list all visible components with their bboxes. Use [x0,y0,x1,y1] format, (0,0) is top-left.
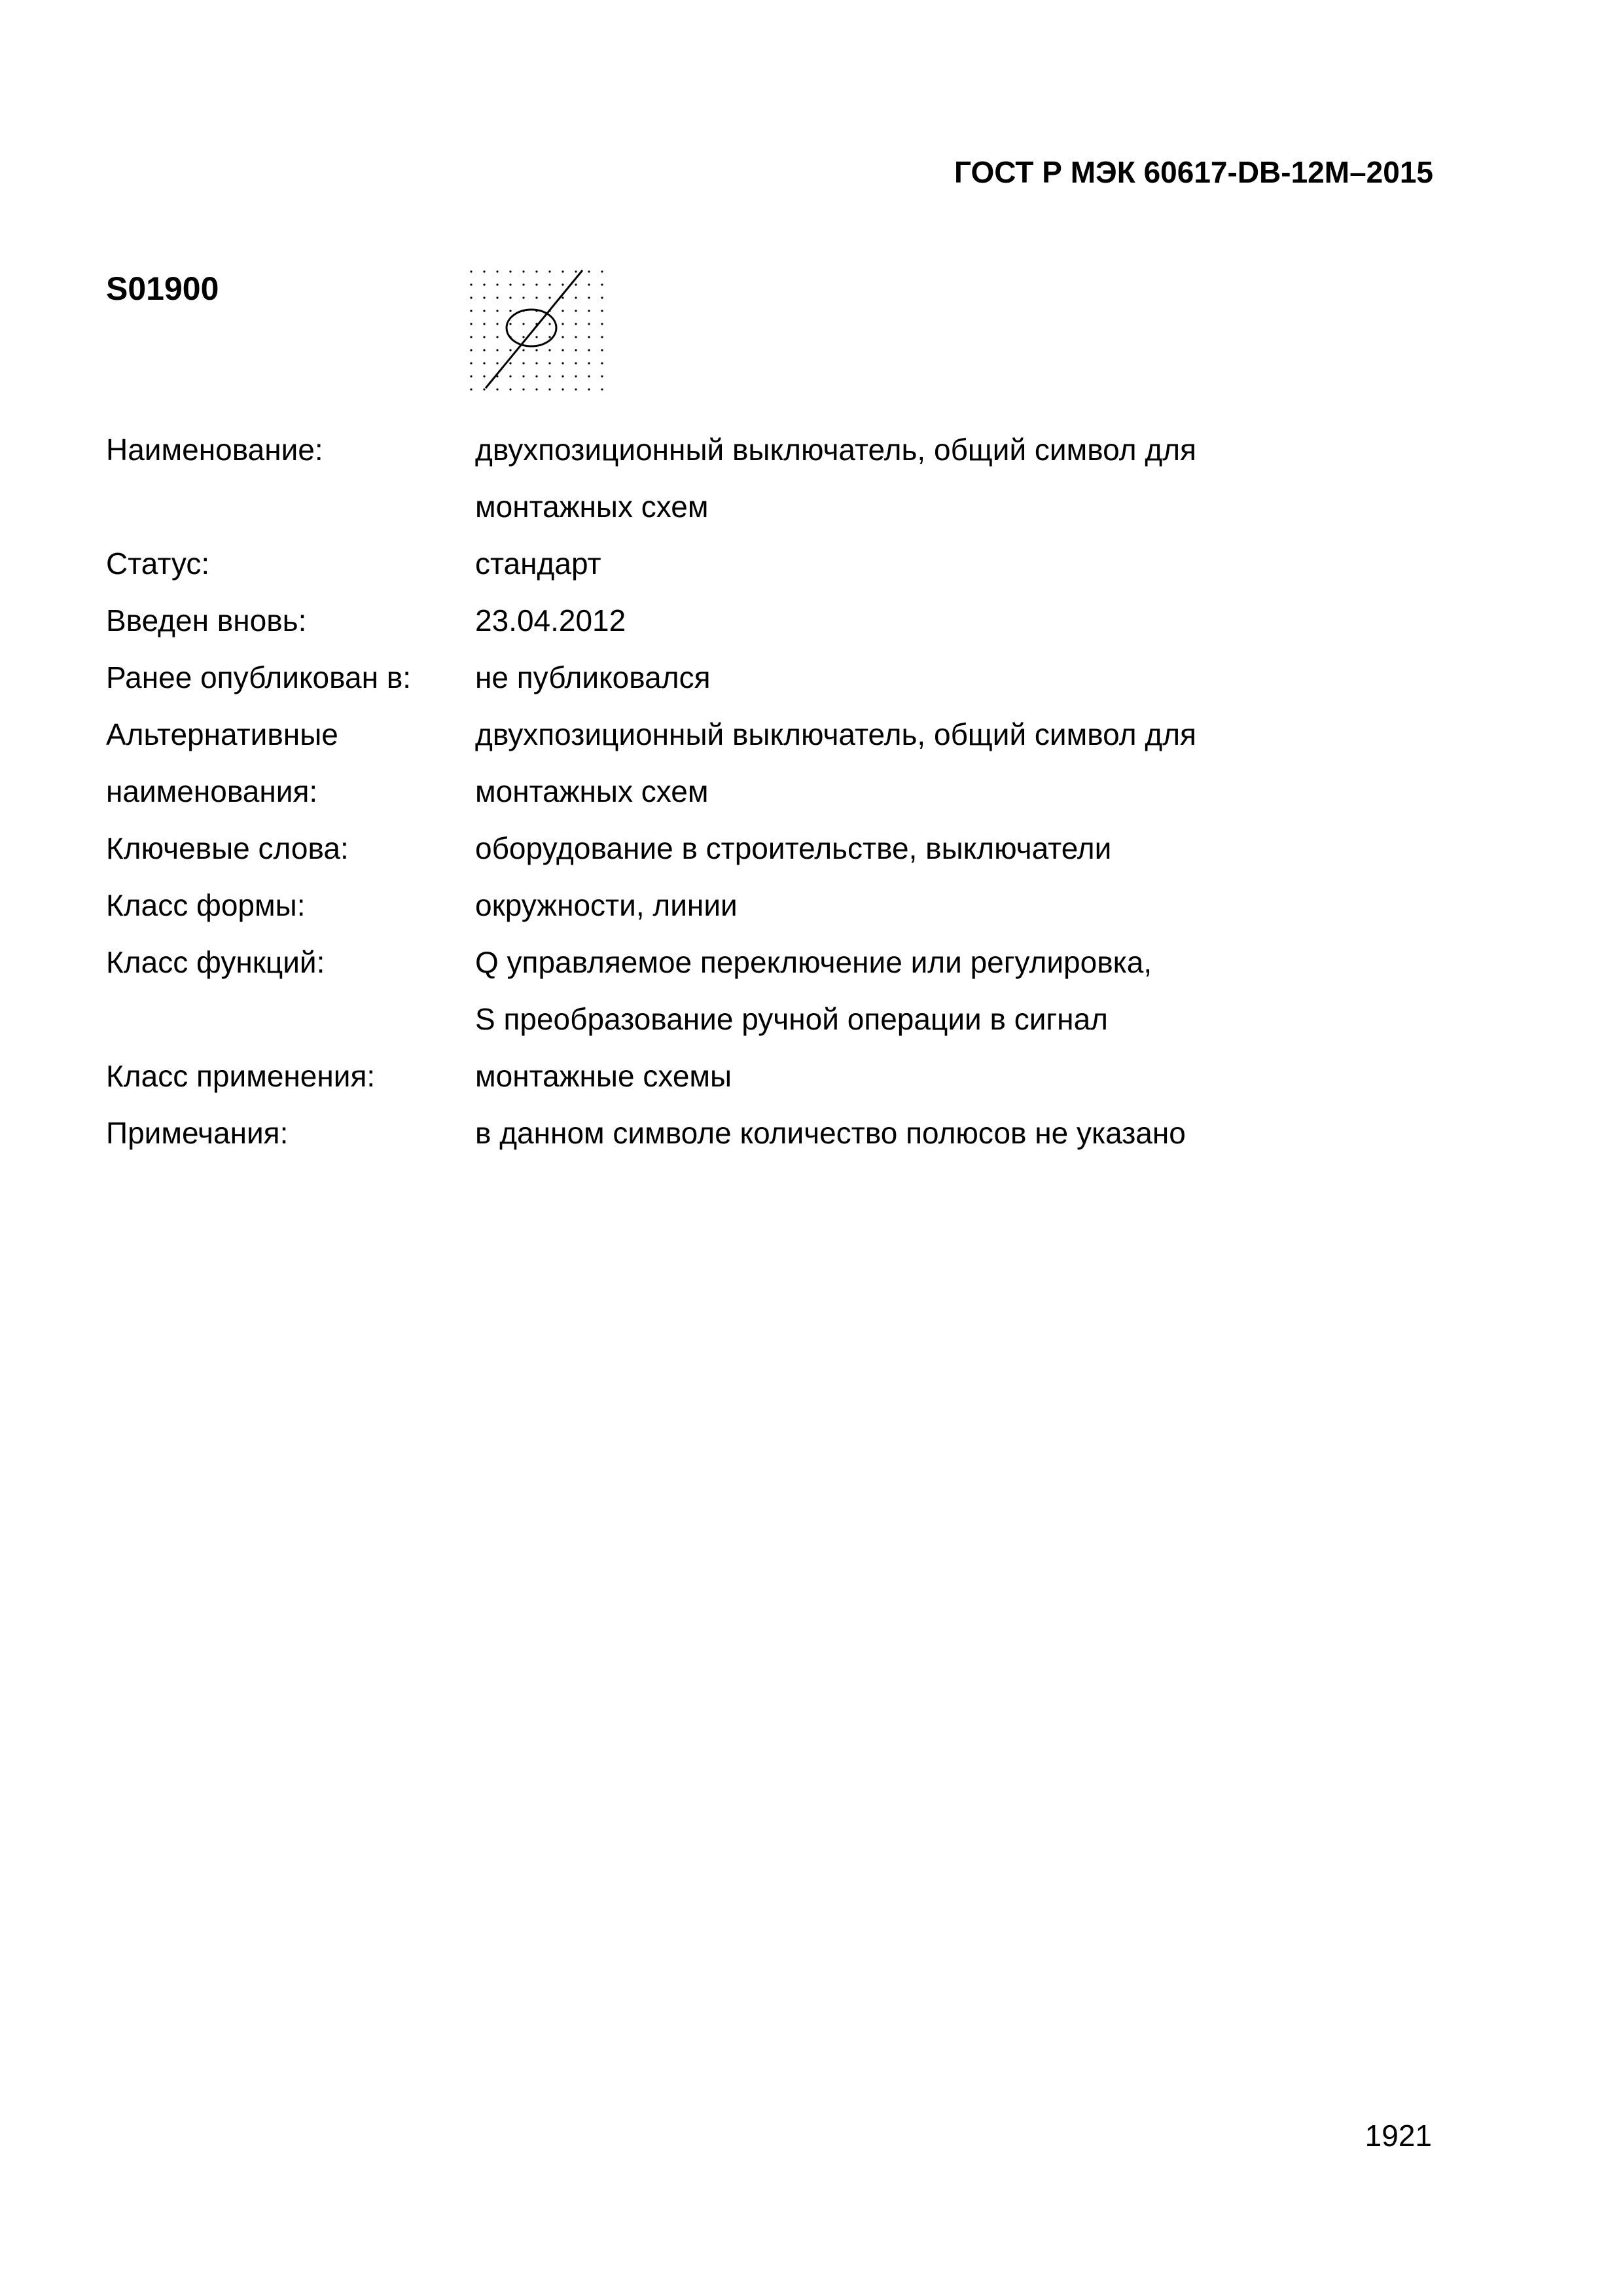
grid-dot [509,270,511,272]
grid-dot [575,270,577,272]
grid-dot [588,296,590,298]
grid-dot [470,296,472,298]
standard-code: ГОСТ Р МЭК 60617-DB-12M–2015 [954,155,1433,189]
property-label-line: Наименование: [106,433,323,467]
grid-dot [470,336,472,338]
grid-dot [562,349,563,351]
property-label [106,820,475,877]
grid-dot [483,362,485,364]
grid-dot [535,388,537,390]
grid-dot [575,323,577,325]
property-row [106,934,1448,1048]
grid-dot [548,296,550,298]
grid-dot [483,323,485,325]
property-value-line: стандарт [475,547,601,581]
grid-dot [588,388,590,390]
grid-dot [548,336,550,338]
grid-dot [483,283,485,285]
grid-dot [483,375,485,377]
property-row [106,535,1448,592]
property-value [475,934,1448,1048]
grid-dot [562,283,563,285]
property-value-line: монтажные схемы [475,1059,732,1093]
property-value-line: Q управляемое переключение или регулировка, [475,945,1152,979]
grid-dot [470,388,472,390]
property-label-line: Статус: [106,547,210,581]
grid-dot [522,283,524,285]
grid-dot [588,310,590,312]
property-label [106,1105,475,1162]
grid-dot [509,283,511,285]
grid-dot [496,323,498,325]
property-row [106,706,1448,820]
property-value [475,1048,1448,1105]
grid-dot [522,336,524,338]
grid-dot [483,388,485,390]
grid-dot [496,270,498,272]
grid-dot [522,270,524,272]
properties-table [106,422,1448,1162]
property-value [475,877,1448,934]
grid-dot [483,310,485,312]
grid-dot [575,388,577,390]
property-label-line: Примечания: [106,1116,289,1150]
property-value-line: оборудование в строительстве, выключатели [475,831,1112,865]
grid-dot [588,375,590,377]
property-row [106,649,1448,706]
property-value [475,706,1448,820]
symbol-id: S01900 [106,270,219,307]
property-value [475,649,1448,706]
grid-dot [509,362,511,364]
grid-dot [535,283,537,285]
grid-dot [535,375,537,377]
grid-dot [496,388,498,390]
grid-dot [535,336,537,338]
grid-dot [496,349,498,351]
grid-dot [470,310,472,312]
property-value-line: двухпозиционный выключатель, общий символ для [475,717,1196,751]
grid-dot [470,283,472,285]
property-row [106,592,1448,649]
page-number: 1921 [1364,2119,1432,2153]
grid-dot [562,310,563,312]
property-label [106,649,475,706]
grid-dot [548,270,550,272]
grid-dot [483,349,485,351]
grid-dot [509,296,511,298]
grid-dot [601,283,603,285]
grid-dot [548,362,550,364]
property-row [106,877,1448,934]
property-label-line [106,478,475,535]
property-label-line [106,991,475,1048]
property-value-line: монтажных схем [475,774,709,808]
grid-dot [601,310,603,312]
grid-dot [575,349,577,351]
property-value [475,1105,1448,1162]
grid-dot [483,296,485,298]
grid-dot [496,336,498,338]
property-value [475,535,1448,592]
property-label-line: Ранее опубликован в: [106,660,412,694]
grid-dot [535,362,537,364]
property-value-line: окружности, линии [475,888,738,922]
property-value [475,592,1448,649]
grid-dot [522,323,524,325]
grid-dot [470,323,472,325]
grid-dot [522,296,524,298]
grid-dot [548,388,550,390]
property-row [106,820,1448,877]
property-value-line: S преобразование ручной операции в сигнал [475,1002,1109,1036]
grid-dot [548,349,550,351]
property-label-line: Класс функций: [106,945,325,979]
grid-dot [535,296,537,298]
property-label [106,1048,475,1105]
property-value-line: в данном символе количество полюсов не указано [475,1116,1186,1150]
two-position-switch-symbol-icon [458,265,615,396]
grid-dot [588,349,590,351]
property-label [106,877,475,934]
grid-dot [575,375,577,377]
grid-dot [562,388,563,390]
grid-dot [470,375,472,377]
grid-dot [509,388,511,390]
grid-dot [601,270,603,272]
grid-dot [562,270,563,272]
property-value [475,820,1448,877]
grid-dot [601,362,603,364]
property-value-line: монтажных схем [475,490,709,524]
property-label-line: наименования: [106,774,318,808]
grid-dot [601,388,603,390]
grid-dot [470,349,472,351]
property-row [106,422,1448,535]
grid-dot [470,270,472,272]
grid-dot [588,323,590,325]
property-label [106,535,475,592]
grid-dot [588,362,590,364]
property-label-line: Класс формы: [106,888,306,922]
grid-dot [548,375,550,377]
property-label-line: Введен вновь: [106,603,307,637]
grid-dot [509,375,511,377]
grid-dot [509,349,511,351]
property-label [106,934,475,1048]
grid-dot [562,296,563,298]
grid-dot [470,362,472,364]
grid-dot [483,270,485,272]
grid-dot [588,336,590,338]
grid-dot [601,349,603,351]
property-row [106,1048,1448,1105]
grid-dot [548,283,550,285]
grid-dot [535,349,537,351]
grid-dot [588,283,590,285]
grid-dot [522,362,524,364]
grid-dot [483,336,485,338]
property-label [106,706,475,820]
grid-dot [601,323,603,325]
grid-dot [496,310,498,312]
grid-dot [601,336,603,338]
grid-dot [522,375,524,377]
grid-dot [575,283,577,285]
grid-dot [548,323,550,325]
property-label [106,422,475,535]
grid-dot [562,362,563,364]
property-value-line: двухпозиционный выключатель, общий символ для [475,433,1196,467]
grid-dot [496,283,498,285]
grid-dot [509,323,511,325]
property-label-line: Класс применения: [106,1059,376,1093]
grid-dot [575,310,577,312]
grid-dot [601,375,603,377]
property-value-line: не публиковался [475,660,711,694]
grid-dot [509,310,511,312]
grid-dot [575,296,577,298]
grid-dot [535,270,537,272]
property-row [106,1105,1448,1162]
grid-dot [496,296,498,298]
grid-dot [522,349,524,351]
grid-dot [575,362,577,364]
property-value-line: 23.04.2012 [475,603,626,637]
property-label-line: Ключевые слова: [106,831,349,865]
grid-dot [562,323,563,325]
property-label-line: Альтернативные [106,717,338,751]
grid-dot [562,375,563,377]
grid-dot [601,296,603,298]
grid-dot [588,270,590,272]
grid-dot [575,336,577,338]
property-value [475,422,1448,535]
grid-dot [496,362,498,364]
property-label [106,592,475,649]
grid-dot [562,336,563,338]
grid-dot [522,388,524,390]
